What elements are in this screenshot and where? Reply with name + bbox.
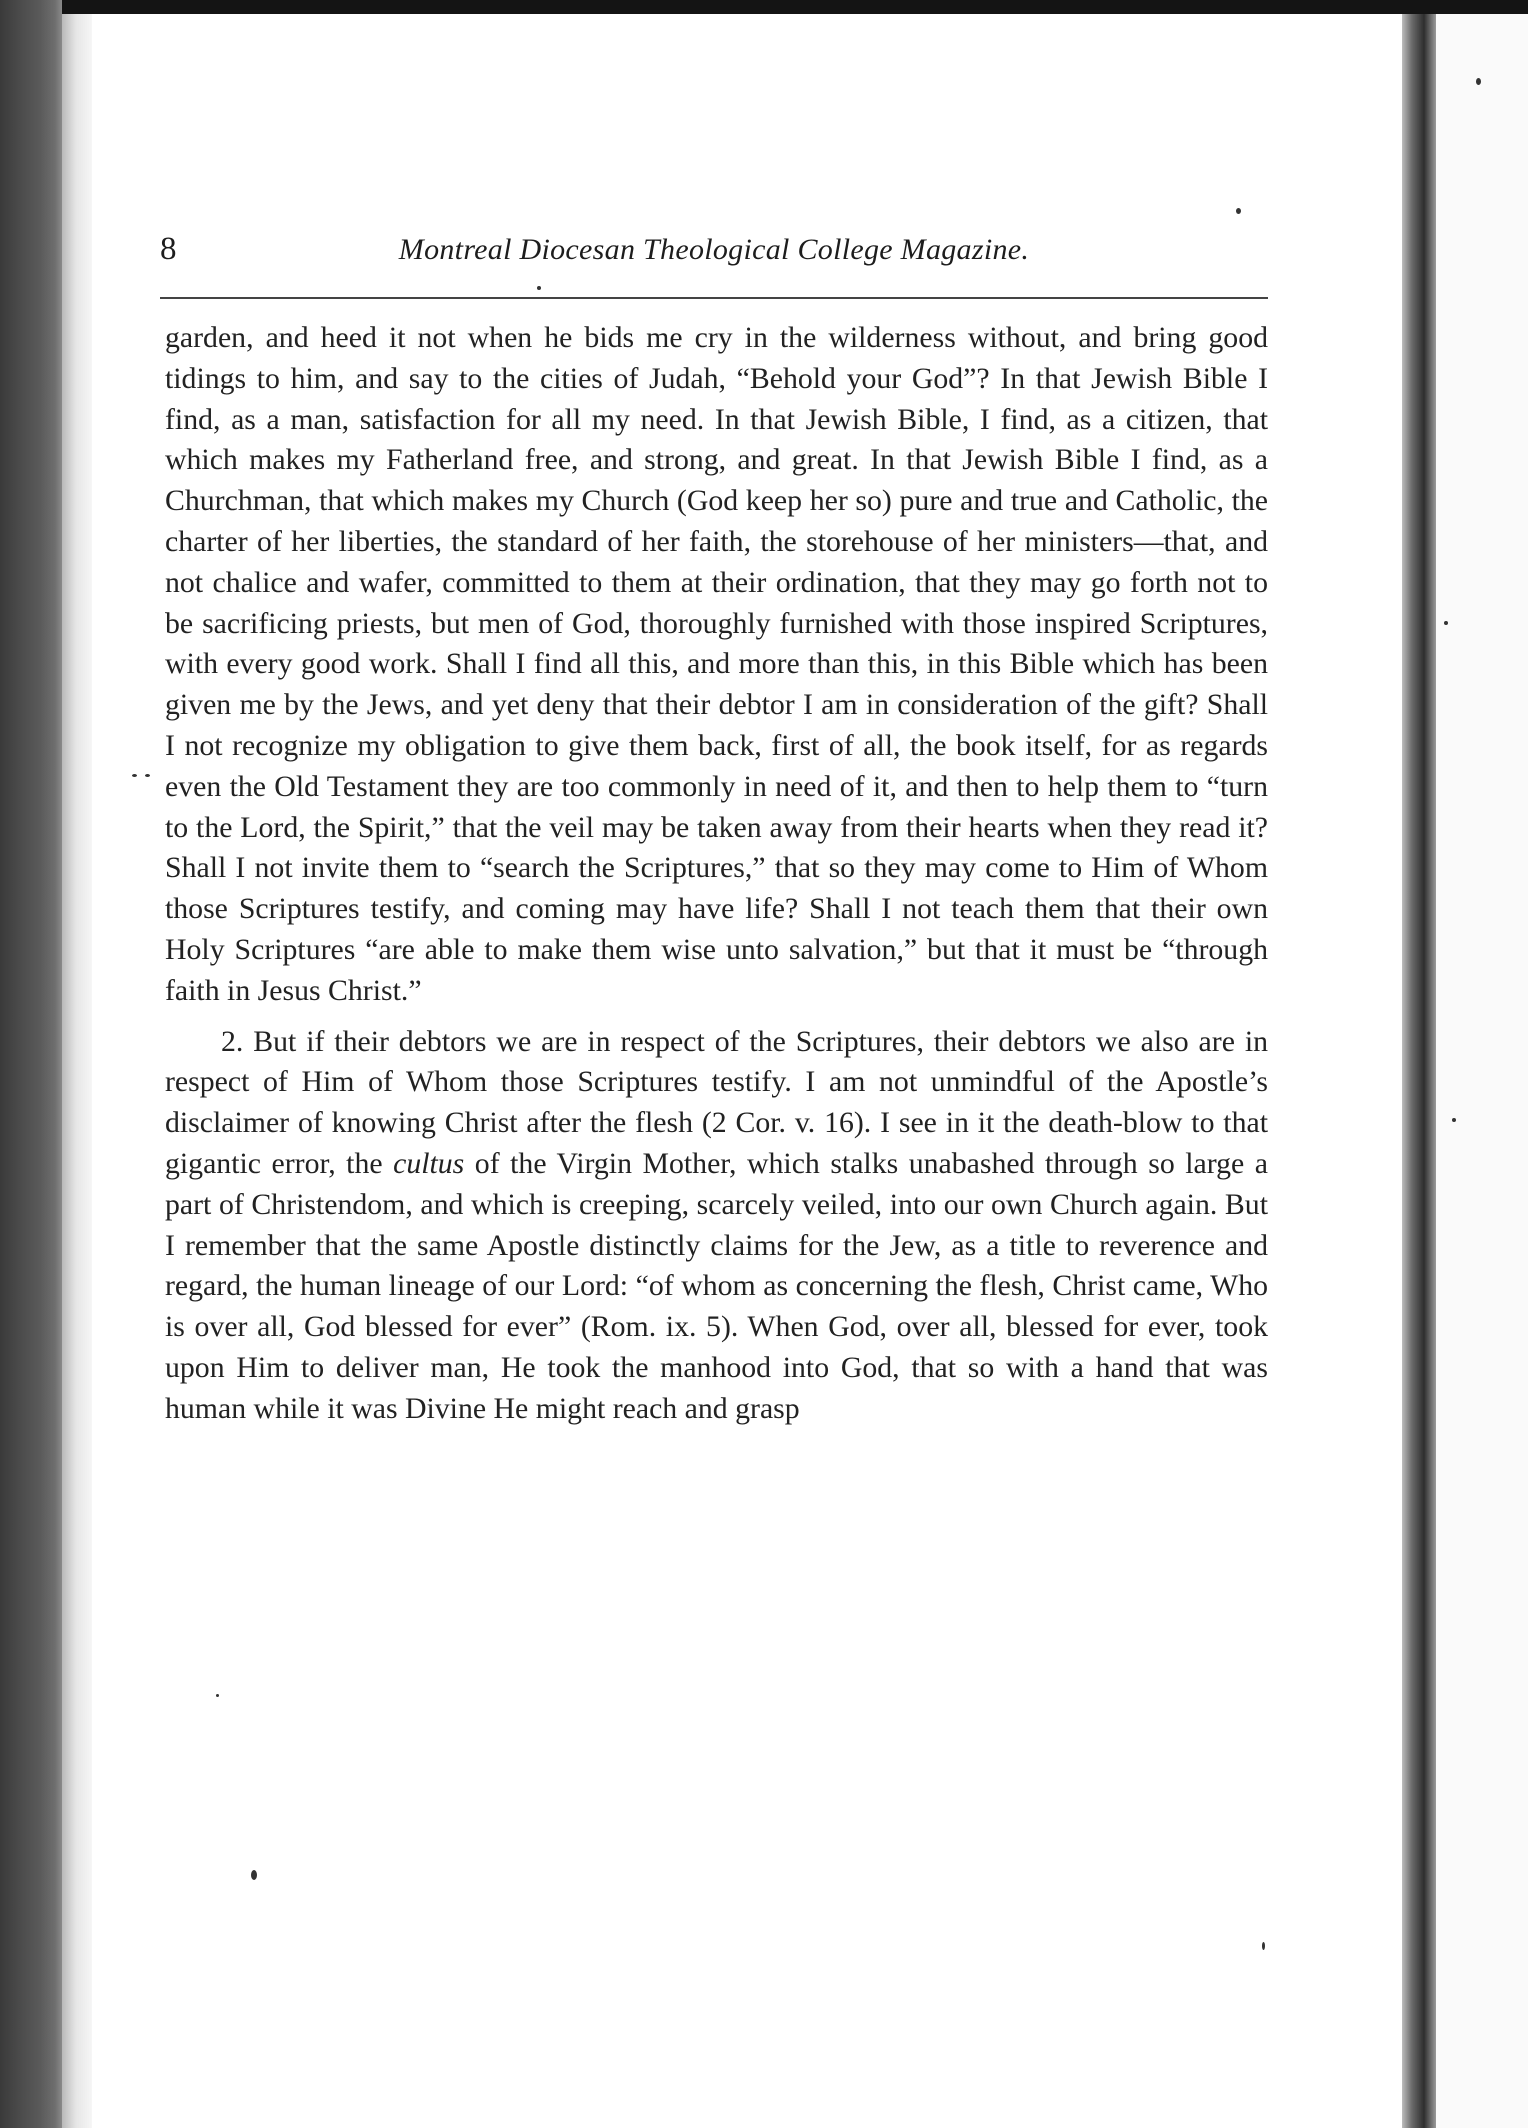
journal-title: Montreal Diocesan Theological College Magazine. [398,233,1030,266]
running-head [160,225,1268,285]
scan-speck [251,1870,257,1880]
scan-top-edge [0,0,1528,14]
paragraph-2-part-2: of the Virgin Mother, which stalks unabashed through so large a part of Christendom, and which is creeping, scarcely veiled, into our own Church again. But I remember that the same Apostle distinctly claims for the Jew, as a title to reverence and regard, the human lineage of our Lord: “of whom as concerning the flesh, Christ came, Who is over all, God blessed for ever” (Rom. ix. 5). When God, over all, blessed for ever, took upon Him to deliver man, He took the manhood into God, that so with a hand that was human while it was Divine He might reach and grasp [165,1146,1268,1425]
paragraph-2 [165,1022,1268,1430]
paragraph-2-part-1: 2. But if their debtors we are in respect of the Scriptures, their debtors we also are in respect of Him of Whom those Scriptures testify. I am not unmindful of the Apostle’s disclaimer of knowing Christ after the flesh (2 Cor. v. 16). I see in it the death-blow to that gigantic error, the [165,1024,1268,1180]
body-text [165,318,1268,1430]
scan-speck [1444,621,1448,625]
scan-gutter-shadow [1402,14,1436,2128]
scan-speck [1236,208,1241,214]
scan-speck [1262,1942,1265,1950]
paragraph-1: garden, and heed it not when he bids me cry in the wilderness without, and bring good tidings to him, and say to the cities of Judah, “Behold your God”? In that Jewish Bible I find, as a man, satisfaction for all my need. In that Jewish Bible, I find, as a citizen, that which makes my Fatherland free, and strong, and great. In that Jewish Bible I find, as a Churchman, that which makes my Church (God keep her so) pure and true and Catholic, the charter of her liberties, the standard of her faith, the storehouse of her ministers—that, and not chalice and wafer, committed to them at their ordination, that they may go forth not to be sacrificing priests, but men of God, thoroughly furnished with those inspired Scriptures, with every good work. Shall I find all this, and more than this, in this Bible which has been given me by the Jews, and yet deny that their debtor I am in consideration of the gift? Shall I not recognize my obligation to give them back, first of all, the book itself, for as regards even the Old Testament they are too commonly in need of it, and then to help them to “turn to the Lord, the Spirit,” that the veil may be taken away from their hearts when they read it? Shall I not invite them to “search the Scriptures,” that so they may come to Him of Whom those Scriptures testify, and coming may have life? Shall I not teach them that their own Holy Scriptures “are able to make them wise unto salvation,” but that it must be “through faith in Jesus Christ.” [165,321,1268,1007]
scan-speck [1476,78,1481,85]
scan-speck [132,774,137,777]
facing-page-edge [1436,14,1528,2128]
scan-speck [1452,1118,1456,1122]
italic-term: cultus [393,1146,465,1180]
scan-speck [537,286,541,290]
header-rule [160,297,1268,299]
scan-speck [145,774,150,777]
scan-left-page-edges [62,14,92,2128]
scan-left-edge [0,0,62,2128]
page-number: 8 [160,231,177,267]
scan-speck [216,1694,219,1697]
